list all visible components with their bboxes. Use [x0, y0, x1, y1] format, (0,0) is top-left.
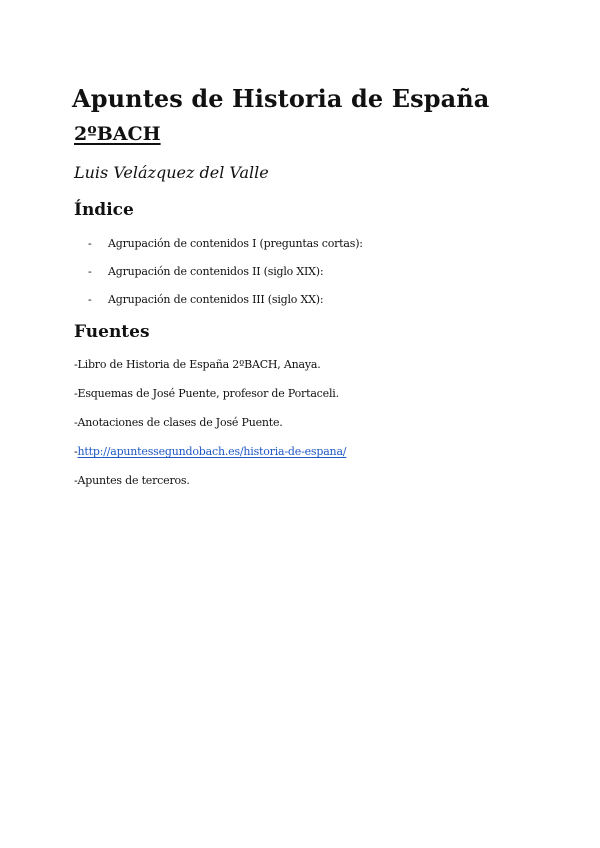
source-item [74, 444, 346, 473]
source-item-prefix: - [74, 445, 78, 458]
source-item: -Anotaciones de clases de José Puente. [74, 416, 283, 429]
document-title: Apuntes de Historia de España [72, 84, 490, 113]
source-link[interactable]: http://apuntessegundobach.es/historia-de-espana/ [77, 445, 347, 458]
index-item-label: Agrupación de contenidos II (siglo XIX): [108, 265, 324, 278]
dash-bullet-icon: - [88, 265, 92, 278]
dash-bullet-icon: - [88, 293, 92, 306]
sources-list [74, 357, 346, 502]
index-item-label: Agrupación de contenidos III (siglo XX): [108, 293, 324, 306]
author-name: Luis Velázquez del Valle [74, 163, 269, 182]
sources-heading: Fuentes [74, 322, 150, 342]
source-item: -Esquemas de José Puente, profesor de Portaceli. [74, 387, 339, 400]
document-subtitle: 2ºBACH [74, 123, 161, 145]
index-item-label: Agrupación de contenidos I (preguntas cortas): [108, 237, 363, 250]
dash-bullet-icon: - [88, 237, 92, 250]
source-item: -Apuntes de terceros. [74, 474, 190, 487]
source-item: -Libro de Historia de España 2ºBACH, Anaya. [74, 358, 321, 371]
index-heading: Índice [74, 200, 134, 220]
